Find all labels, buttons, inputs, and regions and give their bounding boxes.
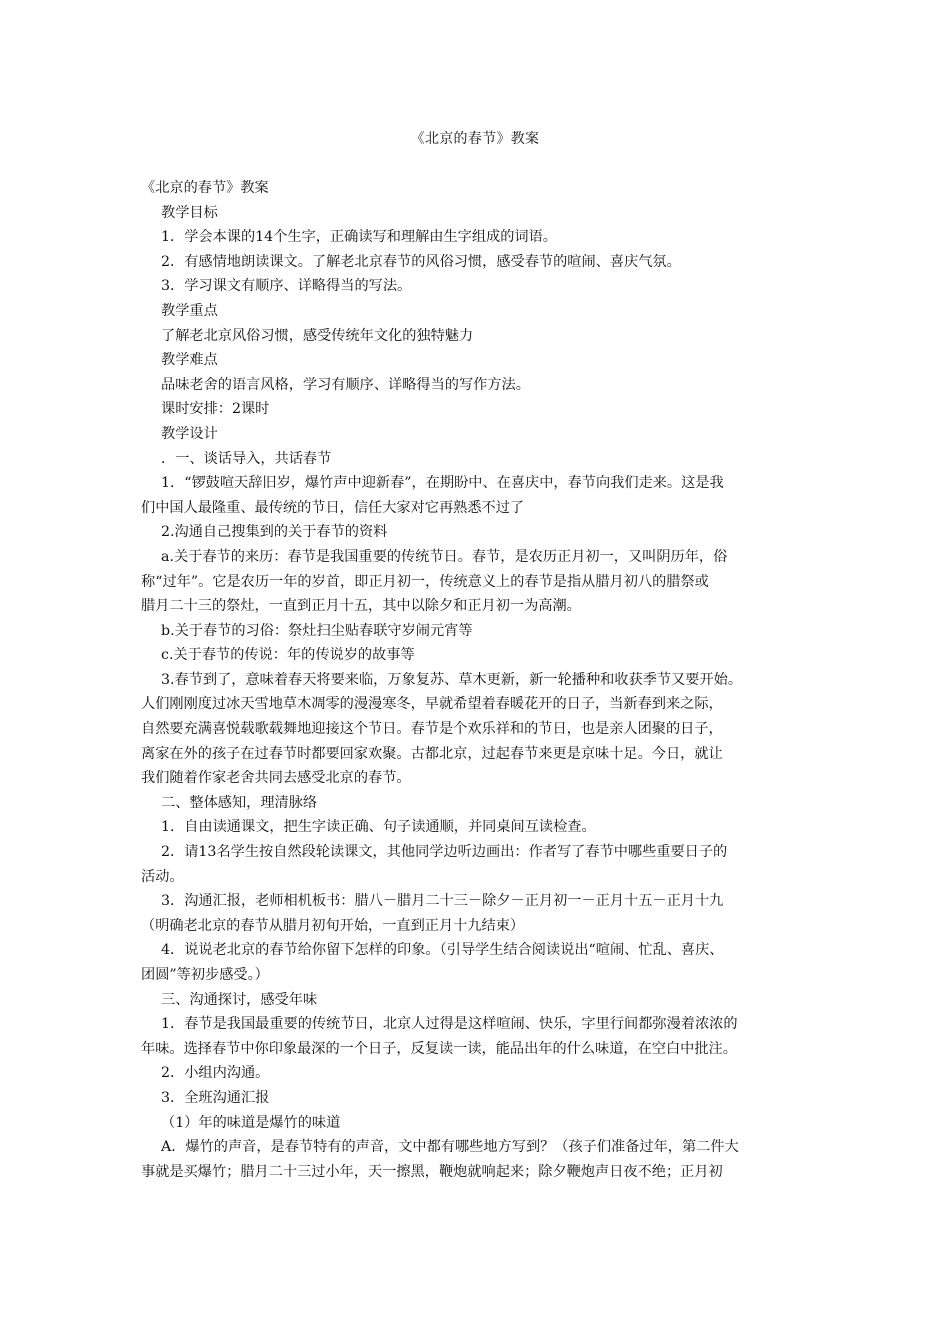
text-line: 教学重点 xyxy=(161,302,218,319)
text-line: 课时安排：2课时 xyxy=(161,401,270,418)
text-line: b.关于春节的习俗：祭灶扫尘贴春联守岁闹元宵等 xyxy=(161,622,473,639)
text-line: 4．说说老北京的春节给你留下怎样的印象。（引导学生结合阅读说出“喧闹、忙乱、喜庆、 xyxy=(161,942,724,959)
text-line: 年味。选择春节中你印象最深的一个日子，反复读一读，能品出年的什么味道，在空白中批注。 xyxy=(141,1040,737,1057)
text-line: c.关于春节的传说：年的传说岁的故事等 xyxy=(161,647,415,664)
text-line: （明确老北京的春节从腊月初旬开始，一直到正月十九结束） xyxy=(141,917,525,934)
text-line: 2.沟通自己搜集到的关于春节的资料 xyxy=(161,524,388,541)
page-title: 《北京的春节》教案 xyxy=(410,131,540,147)
text-line: 1．自由读通课文，把生字读正确、句子读通顺，并同桌间互读检查。 xyxy=(161,819,596,836)
text-line: 二、整体感知，理清脉络 xyxy=(161,794,318,811)
text-line: 们中国人最隆重、最传统的节日，信任大家对它再熟悉不过了 xyxy=(141,499,525,516)
text-line: 团圆”等初步感受。） xyxy=(141,967,269,983)
text-line: 2．请13名学生按自然段轮读课文，其他同学边听边画出：作者写了春节中哪些重要日子的 xyxy=(161,844,728,861)
text-line: 1．“锣鼓喧天辞旧岁，爆竹声中迎新春”，在期盼中、在喜庆中，春节向我们走来。这是我 xyxy=(161,475,724,492)
text-line: 离家在外的孩子在过春节时都要回家欢聚。古都北京，过起春节来更是京味十足。今日，就让 xyxy=(141,745,723,762)
text-line: 称“过年”。它是农历一年的岁首，即正月初一，传统意义上的春节是指从腊月初八的腊祭或 xyxy=(141,573,709,590)
text-line: 1．学会本课的14个生字，正确读写和理解由生字组成的词语。 xyxy=(161,229,557,246)
text-line: 3．学习课文有顺序、详略得当的写法。 xyxy=(161,278,412,295)
text-line: 人们刚刚度过冰天雪地草木凋零的漫漫寒冬，早就希望着春暖花开的日子，当新春到来之际， xyxy=(141,696,723,713)
text-line: 事就是买爆竹；腊月二十三过小年，天一擦黑，鞭炮就响起来；除夕鞭炮声日夜不绝；正月初 xyxy=(141,1163,723,1180)
text-line: a.关于春节的来历：春节是我国重要的传统节日。春节，是农历正月初一，又叫阴历年，俗 xyxy=(161,548,728,565)
text-line: 自然要充满喜悦载歌载舞地迎接这个节日。春节是个欢乐祥和的节日，也是亲人团聚的日子， xyxy=(141,721,723,738)
text-line: A．爆竹的声音，是春节特有的声音，文中都有哪些地方写到？（孩子们准备过年，第二件大 xyxy=(161,1139,739,1156)
text-line: 2．小组内沟通。 xyxy=(161,1065,270,1082)
text-line: 我们随着作家老舍共同去感受北京的春节。 xyxy=(141,770,411,787)
text-line: 3.春节到了，意味着春天将要来临，万象复苏、草木更新，新一轮播种和收获季节又要开始。 xyxy=(161,671,743,688)
text-line: ．一、谈话导入，共话春节 xyxy=(161,450,332,467)
text-line: 腊月二十三的祭灶，一直到正月十五，其中以除夕和正月初一为高潮。 xyxy=(141,598,581,615)
text-line: 三、沟通探讨，感受年味 xyxy=(161,991,318,1008)
text-line: 了解老北京风俗习惯，感受传统年文化的独特魅力 xyxy=(161,327,474,344)
text-line: 教学目标 xyxy=(161,204,218,221)
text-line: （1）年的味道是爆竹的味道 xyxy=(161,1114,341,1131)
text-line: 教学难点 xyxy=(161,352,218,369)
text-line: 3．全班沟通汇报 xyxy=(161,1089,270,1106)
text-line: 品味老舍的语言风格，学习有顺序、详略得当的写作方法。 xyxy=(161,376,530,393)
text-line: 3．沟通汇报，老师相机板书：腊八－腊月二十三－除夕－正月初一－正月十五－正月十九 xyxy=(161,893,724,910)
text-line: 教学设计 xyxy=(161,425,218,442)
text-line: 1．春节是我国最重要的传统节日，北京人过得是这样喧闹、快乐，字里行间都弥漫着浓浓的 xyxy=(161,1016,738,1033)
text-line: 2．有感情地朗读课文。了解老北京春节的风俗习惯，感受春节的喧闹、喜庆气氛。 xyxy=(161,253,681,270)
document-body xyxy=(141,176,811,1184)
text-line: 活动。 xyxy=(141,868,184,885)
text-line: 《北京的春节》教案 xyxy=(141,180,269,196)
